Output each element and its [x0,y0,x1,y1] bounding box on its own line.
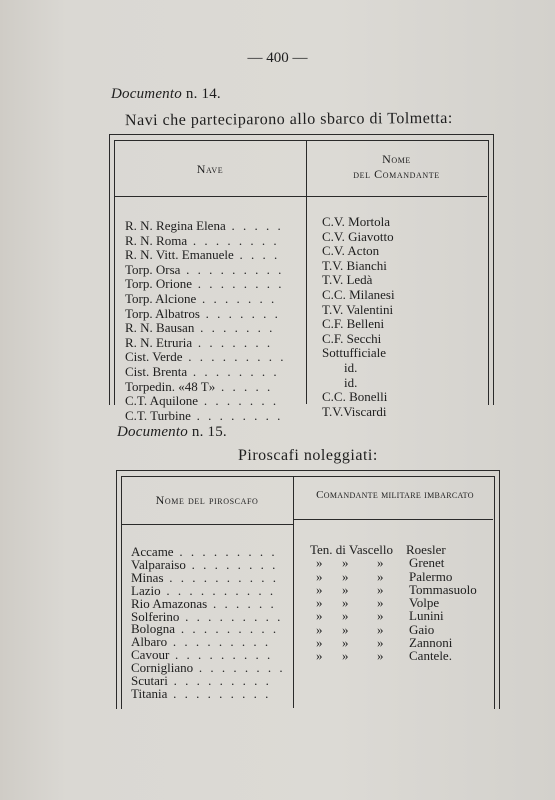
ship-name: R. N. Roma [125,232,188,248]
steamer-name: Valparaiso [131,556,186,572]
leader-dots: . . . . [233,247,280,263]
doc14-commander-row: C.C. Bonelli [322,389,388,405]
doc14-ship-row [125,248,303,263]
doc15-commander-row [310,543,492,556]
doc14-commander-row: T.V. Valentini [322,301,394,317]
ship-name: C.T. Aquilone [125,393,199,409]
leader-dots: . . . . . . . [196,290,277,306]
doc15-header-rule-right [293,519,493,520]
doc14-ship-row [125,219,303,234]
ditto-mark: » [342,568,349,584]
doc15-header-military: Comandante militare imbarcato [316,489,474,501]
doc15-number: n. 15. [191,424,227,440]
ship-name: Torp. Orione [125,276,192,292]
doc15-header-steamer: Nome del piroscafo [155,493,259,507]
doc14-header-commander-line1: Nome [382,152,411,166]
doc14-ship-column [125,219,303,423]
commander-name: Tommasuolo [409,581,477,597]
leader-dots: . . . . . . [207,595,277,611]
doc14-ship-row [125,292,303,307]
ship-name: Cist. Verde [125,349,183,365]
ditto-mark: » [377,581,384,597]
ship-name: R. N. Regina Elena [125,218,226,233]
leader-dots: . . . . . . . [198,393,279,409]
doc14-ship-row [125,394,303,409]
doc14-ship-row [125,307,303,322]
ditto-mark: » [316,595,323,611]
leader-dots: . . . . . . . . [193,660,286,676]
leader-dots: . . . . . . . . . [179,608,283,624]
ship-name: R. N. Vitt. Emanuele [125,247,234,263]
ditto-mark: » [316,608,323,624]
doc15-commander-row [310,596,492,609]
ditto-mark: » [342,581,349,597]
ditto-mark: » [377,568,384,584]
doc14-commander-column [322,215,487,419]
steamer-name: Rio Amazonas [131,595,208,611]
steamer-name: Titania [131,685,168,701]
doc15-commander-row [310,609,492,622]
ditto-mark: » [377,555,384,571]
doc15-commander-row [310,556,492,569]
ditto-mark: » [377,608,384,624]
ditto-mark: » [342,621,349,637]
commander-name: Cantele. [409,648,452,664]
doc15-steamer-column [131,546,291,701]
doc14-label: Documento [111,86,182,102]
commander-name: Gaio [409,621,435,637]
steamer-name: Cavour [131,647,170,663]
commander-rank: Ten. di Vascello [310,542,393,557]
steamer-name: Minas [131,569,164,585]
leader-dots: . . . . . . . . . [173,544,278,559]
ditto-mark: » [377,595,384,611]
commander-name: Zannoni [409,635,453,651]
leader-dots: . . . . . . . . [185,556,278,572]
leader-dots: . . . . . . . . . [180,261,284,277]
leader-dots: . . . . . . . [194,320,275,336]
doc14-ship-row [125,409,303,424]
doc15-commander-row [310,583,492,596]
leader-dots: . . . . . . . [192,334,273,350]
steamer-name: Albaro [131,634,168,650]
doc14-commander-row: id. [344,359,358,375]
steamer-name: Cornigliano [131,660,194,676]
ditto-mark: » [342,555,349,571]
doc14-commander-row: T.V.Viscardi [322,403,387,419]
ditto-mark: » [316,581,323,597]
leader-dots: . . . . . . . . . . [160,582,276,598]
steamer-name: Solferino [131,608,180,624]
ditto-mark: » [377,635,384,651]
leader-dots: . . . . . . . [199,305,281,321]
doc14-number: n. 14. [185,86,221,102]
ship-name: Cist. Brenta [125,363,188,379]
doc14-ship-row [125,277,303,292]
leader-dots: . . . . . . . . . . [163,569,279,585]
commander-name: Grenet [409,555,445,571]
doc14-ship-row [125,263,303,278]
doc14-ship-row [125,321,303,336]
ship-name: Torp. Alcione [125,290,197,306]
ditto-mark: » [342,608,349,624]
doc15-heading [117,424,227,441]
doc14-header-ship: Nave [196,162,224,176]
doc15-commander-row [310,570,492,583]
doc14-commander-row: C.V. Giavotto [322,228,394,244]
doc14-commander-row: id. [344,374,358,390]
leader-dots: . . . . . . . . . [182,349,287,365]
doc15-label: Documento [117,424,188,440]
ditto-mark: » [342,595,349,611]
leader-dots: . . . . . . . . . [167,685,271,701]
doc14-commander-row: C.F. Belleni [322,316,385,332]
ship-name: Torp. Albatros [125,305,200,321]
ditto-mark: » [316,555,323,571]
doc15-header-rule-left [121,524,293,525]
leader-dots: . . . . . . . . [191,276,284,292]
doc14-ship-row [125,380,303,395]
doc14-header-commander [306,152,487,182]
doc15-commander-row [310,649,492,662]
doc14-title: Navi che parteciparono allo sbarco di Tolmetta: [124,109,453,130]
leader-dots: . . . . . . . . . [167,673,272,689]
doc14-commander-row: C.V. Mortola [322,214,391,229]
doc14-header-commander-line2: del Comandante [353,167,440,181]
doc15-commander-column [310,543,492,663]
doc14-commander-row: Sottufficiale [322,345,387,361]
page-number: — 400 — [247,50,308,66]
doc14-commander-row: C.F. Secchi [322,330,382,346]
ship-name: R. N. Etruria [125,334,193,350]
ditto-mark: » [342,648,349,664]
leader-dots: . . . . . . . . . [169,647,273,663]
leader-dots: . . . . . [215,378,273,394]
leader-dots: . . . . . . . . . [175,621,279,637]
doc14-ship-row [125,336,303,351]
doc14-commander-row: T.V. Bianchi [322,257,387,273]
doc15-commander-row [310,623,492,636]
doc15-commander-row [310,636,492,649]
leader-dots: . . . . . . . . . [167,634,271,650]
ditto-mark: » [342,635,349,651]
ditto-mark: » [377,621,384,637]
commander-name: Palermo [409,568,453,584]
leader-dots: . . . . . . . . [187,232,280,248]
commander-name: Volpe [409,595,440,611]
doc14-commander-row: C.C. Milanesi [322,286,395,302]
doc14-commander-row: C.V. Acton [322,243,380,259]
doc14-heading [111,86,221,103]
doc14-commander-row: T.V. Ledà [322,272,373,288]
steamer-name: Scutari [131,673,168,689]
ditto-mark: » [377,648,384,664]
leader-dots: . . . . . . . . [190,407,283,423]
doc14-ship-row [125,365,303,380]
steamer-name: Lazio [131,582,161,598]
doc15-title: Piroscafi noleggiati: [238,447,378,464]
steamer-name: Accame [131,544,174,559]
ship-name: Torp. Orsa [125,261,181,277]
commander-name: Lunini [409,608,444,624]
ditto-mark: » [316,648,323,664]
ship-name: Torpedin. «48 T» [125,378,216,394]
commander-name: Roesler [406,542,446,557]
ship-name: C.T. Turbine [125,407,191,423]
doc14-header-rule [114,196,487,197]
ditto-mark: » [316,635,323,651]
steamer-name: Bologna [131,621,176,637]
ship-name: R. N. Bausan [125,320,195,336]
doc15-column-divider [293,476,294,708]
doc14-ship-row [125,234,303,249]
leader-dots: . . . . . . . . [187,363,280,379]
doc14-ship-row [125,350,303,365]
ditto-mark: » [316,621,323,637]
leader-dots: . . . . . [225,218,284,233]
doc15-steamer-row [131,685,291,701]
ditto-mark: » [316,568,323,584]
